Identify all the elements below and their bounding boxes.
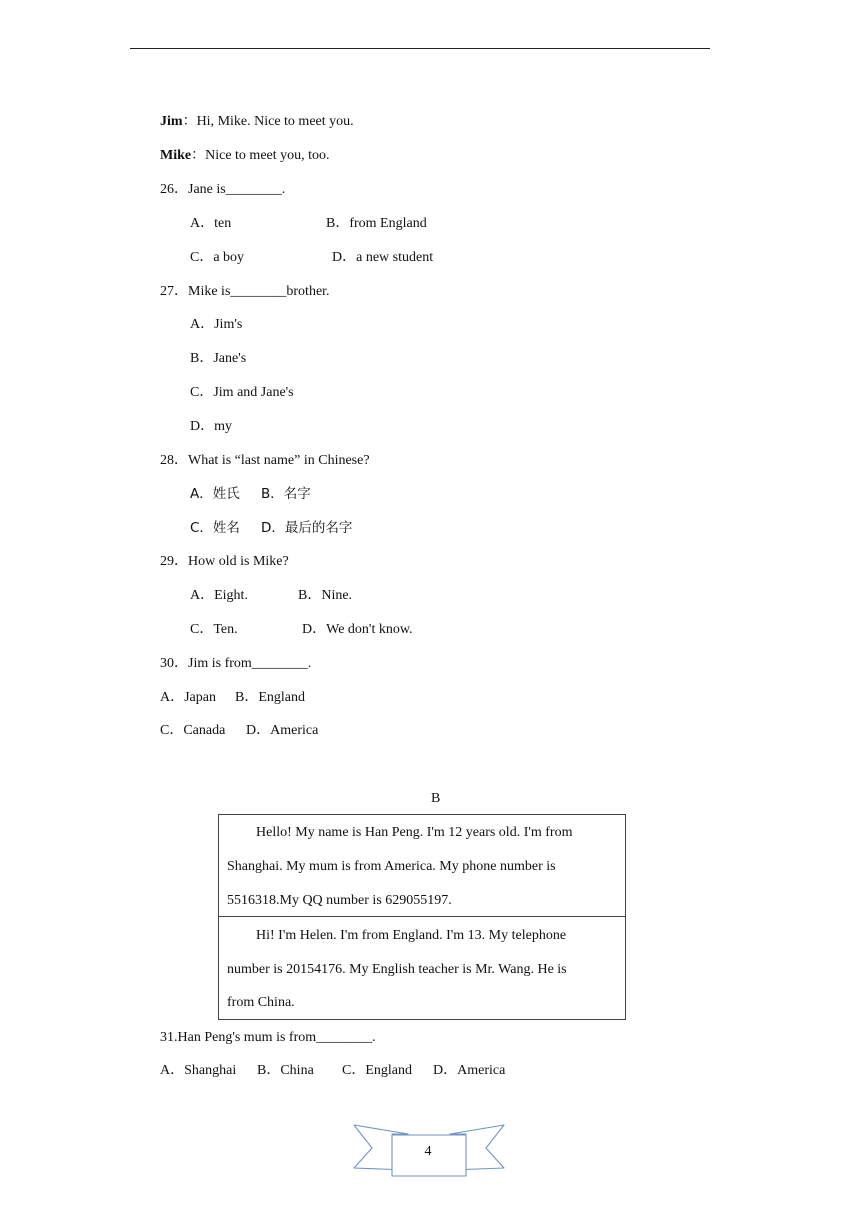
dialogue-text: Nice to meet you, too. [205,148,330,163]
passage-1-line-1: Hello! My name is Han Peng. I'm 12 years old. I'm from [256,825,573,840]
page-number: 4 [424,1144,432,1159]
speaker-name: Mike [160,148,192,163]
question-28-option-c: C．姓名 [190,520,240,536]
question-30-stem: 30．Jim is from________. [160,656,312,671]
question-26-option-d: D．a new student [332,250,434,265]
header-rule [130,48,710,49]
passage-2-line-2: number is 20154176. My English teacher is Mr. Wang. He is [227,962,567,977]
question-28-option-b: B．名字 [261,486,311,502]
question-27-option-b: B．Jane's [190,351,247,366]
question-29-option-d: D．We don't know. [302,622,413,637]
question-30-option-b: B．England [235,690,305,705]
passage-2-line-3: from China. [227,995,295,1010]
dialogue-text: Hi, Mike. Nice to meet you. [196,114,354,129]
question-31-option-d: D．America [433,1063,506,1078]
question-31-option-b: B．China [257,1063,314,1078]
question-26-option-c: C．a boy [190,250,245,265]
question-31-option-a: A．Shanghai [160,1063,237,1078]
question-29-option-c: C．Ten. [190,622,238,637]
question-30-option-d: D．America [246,723,319,738]
speaker-separator: ： [182,114,197,129]
dialogue-line-mike [160,147,330,165]
question-27-option-d: D．my [190,419,232,434]
question-29-option-b: B．Nine. [298,588,353,603]
question-27-option-c: C．Jim and Jane's [190,385,294,400]
question-27-stem: 27．Mike is________brother. [160,284,330,299]
speaker-name: Jim [160,114,183,129]
question-31-option-c: C．England [342,1063,412,1078]
question-26-stem: 26．Jane is________. [160,182,286,197]
question-29-option-a: A．Eight. [190,588,248,603]
question-27-option-a: A．Jim's [190,317,243,332]
passage-divider [219,916,625,917]
question-31-stem: 31.Han Peng's mum is from________. [160,1030,376,1045]
dialogue-line-jim [160,113,354,131]
passage-2-line-1: Hi! I'm Helen. I'm from England. I'm 13. My telephone [256,928,567,943]
question-30-option-a: A．Japan [160,690,216,705]
question-30-option-c: C．Canada [160,723,226,738]
question-26-option-a: A．ten [190,216,232,231]
question-26-option-b: B．from England [326,216,427,231]
passage-1-line-3: 5516318.My QQ number is 629055197. [227,893,452,908]
question-28-stem: 28．What is “last name” in Chinese? [160,453,370,468]
question-28-option-a: A．姓氏 [190,486,240,502]
question-28-option-d: D．最后的名字 [261,520,353,536]
reading-passage-table [218,814,626,1020]
section-heading: B [431,791,441,806]
speaker-separator: ： [191,148,206,163]
question-29-stem: 29．How old is Mike? [160,554,289,569]
passage-1-line-2: Shanghai. My mum is from America. My phone number is [227,859,556,874]
